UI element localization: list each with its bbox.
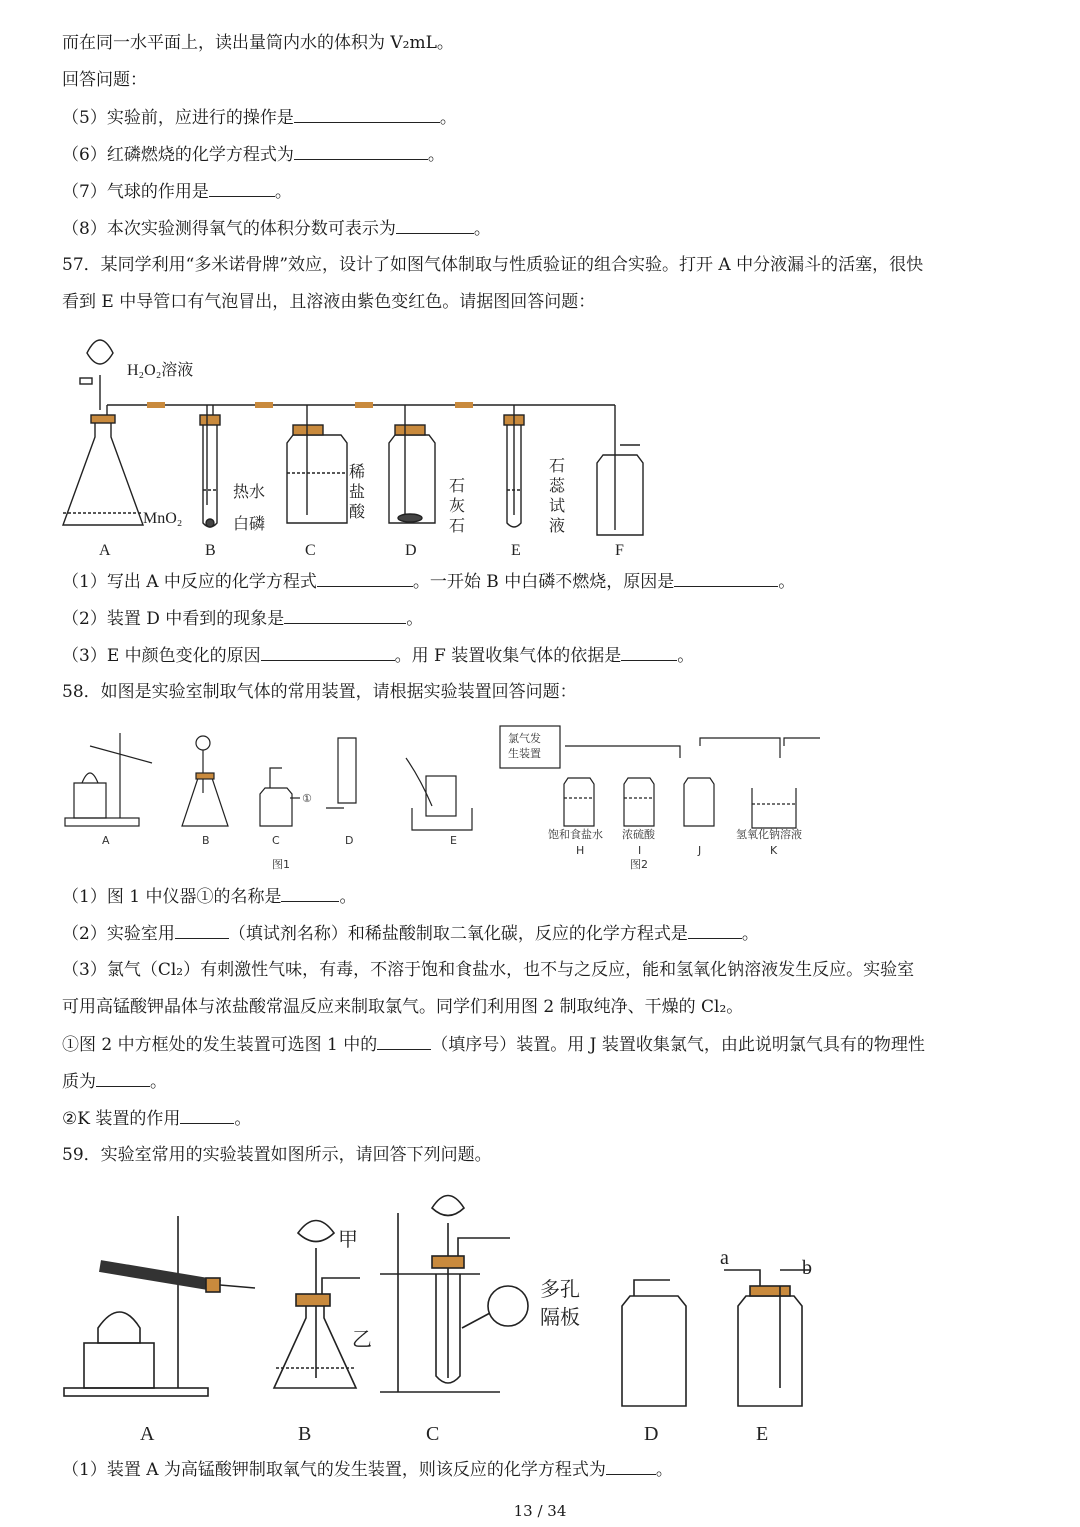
q6-blank[interactable]	[294, 143, 428, 160]
connector	[455, 402, 473, 408]
hot-water-label: 热水	[233, 484, 266, 501]
trough-e	[412, 808, 472, 830]
porous-disk	[488, 1286, 528, 1326]
gen-box-line1: 氯气发	[508, 732, 541, 745]
flask-b59	[274, 1300, 356, 1388]
q58-2-text-a: （2）实验室用	[62, 924, 175, 944]
q59-1-blank[interactable]	[606, 1458, 656, 1475]
funnel-jia	[298, 1221, 334, 1242]
q58-1-blank[interactable]	[281, 885, 339, 902]
question-8	[62, 217, 491, 240]
porous-line1: 多孔	[540, 1279, 580, 1301]
stand-base	[65, 818, 139, 826]
fig1-caption: 图1	[272, 858, 290, 871]
question-58-3-line2: 可用高锰酸钾晶体与浓盐酸常温反应来制取氯气。同学们利用图 2 制取纯净、干燥的 Cl₂。	[62, 997, 744, 1017]
porous-line2: 隔板	[540, 1307, 580, 1329]
q57-3-end: 。	[677, 646, 695, 666]
h-solution: 饱和食盐水	[548, 828, 603, 841]
connector	[147, 402, 165, 408]
fig59-label-a: A	[140, 1423, 155, 1445]
yi-label: 乙	[352, 1329, 372, 1351]
tube-b	[203, 415, 217, 527]
q57-1-text-a: （1）写出 A 中反应的化学方程式	[62, 572, 317, 592]
q57-3-blank-a[interactable]	[261, 644, 395, 661]
bottle-d59	[622, 1296, 686, 1406]
q58-3-end-e: 。	[234, 1109, 252, 1129]
gen-box-line2: 生装置	[508, 747, 541, 760]
problem-57-line1: 57．某同学利用“多米诺骨牌”效应，设计了如图气体制取与性质验证的组合实验。打开 A 中分液漏斗的活塞，很快	[62, 255, 924, 275]
fig2-caption: 图2	[630, 858, 648, 871]
q58-2-blank-a[interactable]	[175, 922, 229, 939]
circle-one: ①	[302, 792, 312, 805]
q58-2-end: 。	[741, 924, 759, 944]
bottle-i	[624, 778, 654, 826]
q57-2-text: （2）装置 D 中看到的现象是	[62, 609, 285, 629]
fig57-label-f: F	[615, 542, 624, 559]
litmus-char-4: 液	[549, 518, 566, 535]
figure-59	[60, 1178, 830, 1448]
fig58-label-c: C	[272, 834, 280, 847]
question-58-1	[62, 885, 356, 908]
q57-2-blank[interactable]	[284, 607, 406, 624]
q58-3-text-d: 质为	[62, 1072, 96, 1092]
connector	[255, 402, 273, 408]
bottle-c	[287, 435, 347, 523]
limestone-char-2: 灰	[449, 498, 466, 515]
fig58-label-b: B	[202, 834, 210, 847]
problem-58: 58．如图是实验室制取气体的常用装置，请根据实验装置回答问题：	[62, 682, 577, 702]
q57-3-text-a: （3）E 中颜色变化的原因	[62, 646, 261, 666]
fig57-label-e: E	[511, 542, 521, 559]
q58-3-blank-c[interactable]	[377, 1033, 431, 1050]
litmus-char-2: 蕊	[549, 478, 566, 495]
line-v2: 而在同一水平面上，读出量筒内水的体积为 V₂mL。	[62, 33, 454, 53]
q5-text: （5）实验前，应进行的操作是	[62, 108, 294, 128]
question-58-3-line4	[62, 1070, 167, 1093]
q57-1-blank-b[interactable]	[674, 570, 778, 587]
fig58-label-h: H	[576, 844, 585, 857]
q59-1-text: （1）装置 A 为高锰酸钾制取氧气的发生装置，则该反应的化学方程式为	[62, 1460, 606, 1480]
q57-3-blank-b[interactable]	[621, 644, 677, 661]
tube-d58	[338, 738, 356, 803]
problem-59: 59．实验室常用的实验装置如图所示，请回答下列问题。	[62, 1145, 492, 1165]
hcl-char-2: 盐	[349, 484, 366, 501]
q8-blank[interactable]	[396, 217, 474, 234]
jia-label: 甲	[338, 1229, 358, 1251]
fig59-label-d: D	[644, 1423, 659, 1445]
stand-base-a	[64, 1388, 208, 1396]
q58-2-blank-b[interactable]	[688, 922, 742, 939]
question-58-3-line1: （3）氯气（Cl₂）有刺激性气味，有毒，不溶于饱和食盐水，也不与之反应，能和氢氧化钠溶液发生反应。实验室	[62, 960, 915, 980]
q59-1-end: 。	[655, 1460, 673, 1480]
block-a	[84, 1343, 154, 1388]
question-6	[62, 143, 445, 166]
fig58-label-j: J	[698, 844, 702, 857]
fig58-label-a: A	[102, 834, 110, 847]
limestone-char-3: 石	[449, 518, 466, 535]
q57-1-blank-a[interactable]	[317, 570, 413, 587]
fig57-label-a: A	[99, 542, 111, 559]
fig58-label-k: K	[770, 844, 778, 857]
fig57-label-c: C	[305, 542, 316, 559]
bottle-f	[597, 455, 643, 535]
funnel-c	[432, 1196, 464, 1216]
fig58-label-d: D	[345, 834, 354, 847]
q7-end: 。	[274, 182, 292, 202]
q5-blank[interactable]	[294, 106, 440, 123]
h2o2-label: H₂O₂溶液	[127, 362, 194, 379]
answer-heading: 回答问题：	[62, 70, 147, 90]
q58-3-text-c2: （填序号）装置。用 J 装置收集氯气，由此说明氯气具有的物理性	[431, 1035, 925, 1055]
q58-1-end: 。	[339, 887, 357, 907]
q58-1-text: （1）图 1 中仪器①的名称是	[62, 887, 282, 907]
bottle-h	[564, 778, 594, 826]
q58-3-blank-d[interactable]	[96, 1070, 150, 1087]
fig59-label-e: E	[756, 1423, 769, 1445]
fig59-label-b: B	[298, 1423, 312, 1445]
hcl-char-3: 酸	[349, 504, 366, 521]
bottle-c58	[260, 788, 292, 826]
q7-blank[interactable]	[209, 180, 275, 197]
q58-3-text-e: ②K 装置的作用	[62, 1109, 181, 1129]
litmus-char-3: 试	[549, 498, 566, 515]
q57-3-text-b: 。用 F 装置收集气体的依据是	[394, 646, 622, 666]
page-number: 13 / 34	[513, 1502, 567, 1520]
question-5	[62, 106, 457, 129]
i-solution: 浓硫酸	[622, 828, 655, 841]
funnel-bulb	[87, 340, 113, 364]
question-57-2	[62, 607, 423, 630]
q6-text: （6）红磷燃烧的化学方程式为	[62, 145, 294, 165]
question-58-3-line5	[62, 1107, 251, 1130]
fig58-label-i: I	[638, 844, 642, 857]
question-58-2	[62, 922, 759, 945]
mno2-label: MnO₂	[143, 510, 183, 527]
q8-text: （8）本次实验测得氧气的体积分数可表示为	[62, 219, 396, 239]
fig58-label-e: E	[450, 834, 457, 847]
q7-text: （7）气球的作用是	[62, 182, 209, 202]
q57-1-text-b: 。一开始 B 中白磷不燃烧，原因是	[412, 572, 675, 592]
bottle-d	[389, 435, 435, 523]
flask-b58	[182, 778, 228, 826]
k-solution: 氢氧化钠溶液	[736, 828, 802, 841]
problem-57-line2: 看到 E 中导管口有气泡冒出，且溶液由紫色变红色。请据图回答问题：	[62, 292, 596, 312]
bottle-e59	[738, 1296, 802, 1406]
port-a: a	[720, 1247, 729, 1269]
q6-end: 。	[427, 145, 445, 165]
q8-end: 。	[473, 219, 491, 239]
limestone-char-1: 石	[449, 478, 466, 495]
fig57-label-b: B	[205, 542, 216, 559]
q58-3-end-d: 。	[150, 1072, 167, 1092]
fig59-label-c: C	[426, 1423, 440, 1445]
q58-2-text-b: （填试剂名称）和稀盐酸制取二氧化碳，反应的化学方程式是	[228, 924, 688, 944]
hcl-char-1: 稀	[349, 464, 366, 481]
figure-57	[55, 325, 695, 565]
flask-a	[63, 420, 143, 525]
beaker-k	[752, 788, 796, 828]
q5-end: 。	[439, 108, 457, 128]
q58-3-blank-e[interactable]	[180, 1107, 234, 1124]
litmus-char-1: 石	[549, 458, 566, 475]
bottle-j	[684, 778, 714, 826]
port-b: b	[802, 1257, 812, 1279]
question-58-3-line3	[62, 1033, 925, 1056]
q58-3-text-c1: ①图 2 中方框处的发生装置可选图 1 中的	[62, 1035, 378, 1055]
fig57-label-d: D	[405, 542, 417, 559]
question-59-1	[62, 1458, 673, 1481]
q57-2-end: 。	[406, 609, 424, 629]
white-p-label: 白磷	[233, 516, 266, 533]
question-7	[62, 180, 292, 203]
connector	[355, 402, 373, 408]
alcohol-lamp	[98, 1312, 140, 1343]
figure-58	[60, 718, 820, 878]
question-57-1	[62, 570, 795, 593]
q57-1-end: 。	[778, 572, 796, 592]
question-57-3	[62, 644, 694, 667]
